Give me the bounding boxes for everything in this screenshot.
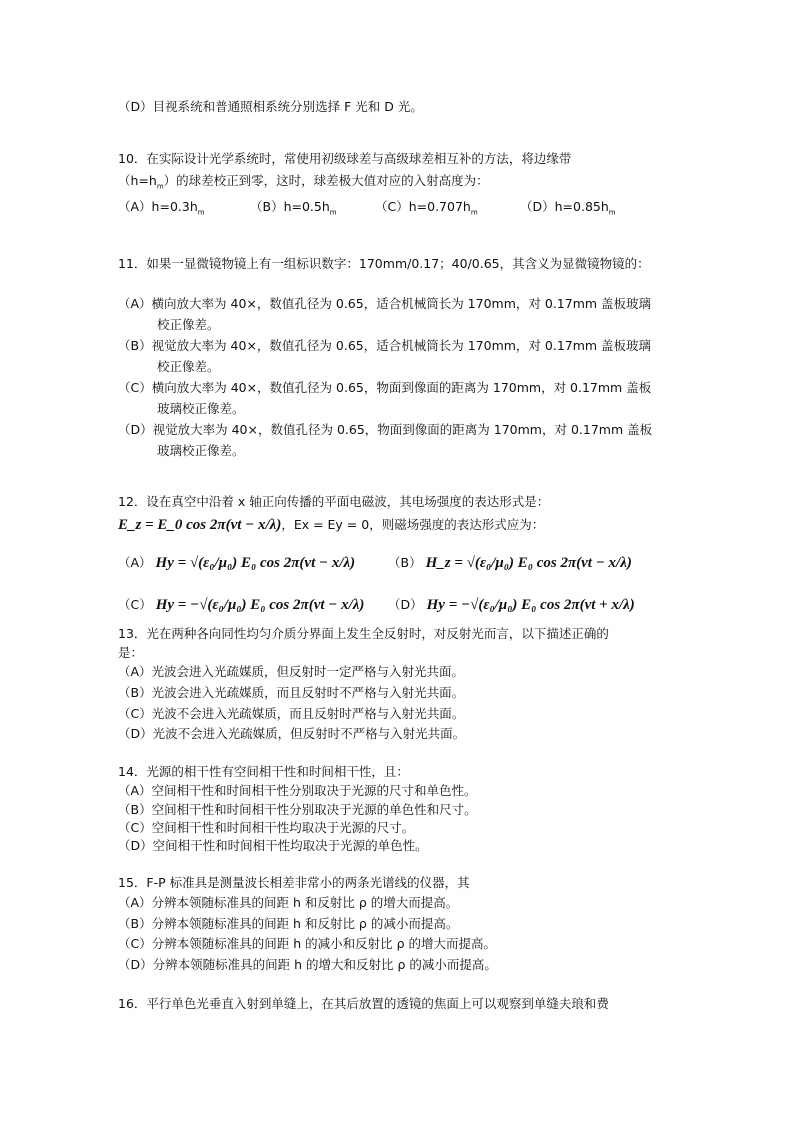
q12-option-c: （C） Hy = −√(ε₀/μ₀) E₀ cos 2π(νt − x/λ) bbox=[118, 597, 365, 613]
q14-stem: 14．光源的相干性有空间相干性和时间相干性，且： bbox=[118, 764, 409, 779]
q10-option-a: $(A)h=0.3h_m$ bbox=[118, 199, 205, 217]
q12-option-b: （B） H_z = √(ε₀/μ₀) E₀ cos 2π(νt − x/λ) bbox=[388, 555, 632, 571]
q12-stem-2: E_z = E_0 cos 2π(νt − x/λ)，Ex = Ey = 0，则磁场强度的表达形式应为： bbox=[118, 517, 545, 533]
q11-option-c-cont: 玻璃校正像差。 bbox=[157, 401, 245, 416]
q11-option-c: （C）横向放大率为 40×，数值孔径为 0.65，物面到像面的距离为 170mm，对 0.17mm 盖板 bbox=[118, 380, 652, 395]
q13-option-c: （C）光波不会进入光疏媒质，而且反射时严格与入射光共面。 bbox=[118, 706, 465, 721]
q12-option-a: （A） Hy = √(ε₀/μ₀) E₀ cos 2π(νt − x/λ) bbox=[118, 555, 356, 571]
q15-option-b: （B）分辨本领随标准具的间距 h 和反射比 ρ 的减小而提高。 bbox=[118, 916, 459, 931]
q13-stem-2: 是： bbox=[118, 645, 144, 660]
q11-option-a-cont: 校正像差。 bbox=[157, 317, 220, 332]
q11-option-d: （D）视觉放大率为 40×，数值孔径为 0.65，物面到像面的距离为 170mm，对 0.17mm 盖板 bbox=[118, 422, 653, 437]
q10-stem-2: $(h=h_m)$的球差校正到零，这时，球差极大值对应的入射高度为： bbox=[118, 173, 489, 191]
q15-option-a: （A）分辨本领随标准具的间距 h 和反射比 ρ 的增大而提高。 bbox=[118, 895, 459, 910]
q15-option-d: （D）分辨本领随标准具的间距 h 的增大和反射比 ρ 的减小而提高。 bbox=[118, 957, 497, 972]
q13-option-b: （B）光波会进入光疏媒质，而且反射时不严格与入射光共面。 bbox=[118, 685, 465, 700]
q11-option-d-cont: 玻璃校正像差。 bbox=[157, 443, 245, 458]
q15-option-c: （C）分辨本领随标准具的间距 h 的减小和反射比 ρ 的增大而提高。 bbox=[118, 936, 496, 951]
q13-stem: 13．光在两种各向同性均匀介质分界面上发生全反射时，对反射光而言，以下描述正确的 bbox=[118, 626, 609, 641]
q16-stem: 16．平行单色光垂直入射到单缝上，在其后放置的透镜的焦面上可以观察到单缝夫琅和费 bbox=[118, 996, 609, 1011]
q9-option-d: （D）目视系统和普通照相系统分别选择 F 光和 D 光。 bbox=[118, 99, 423, 114]
q14-option-b: （B）空间相干性和时间相干性分别取决于光源的单色性和尺寸。 bbox=[118, 802, 477, 817]
q10-option-c: $(C)h=0.707h_m$ bbox=[375, 199, 478, 217]
q12-stem: 12．设在真空中沿着 x 轴正向传播的平面电磁波，其电场强度的表达形式是： bbox=[118, 494, 550, 509]
electric-field-formula: E_z = E_0 cos 2π(νt − x/λ) bbox=[118, 517, 282, 533]
q10-option-d: $(D)h=0.85h_m$ bbox=[520, 199, 616, 217]
q14-option-d: （D）空间相干性和时间相干性均取决于光源的单色性。 bbox=[118, 838, 428, 853]
q12-option-d: （D） Hy = −√(ε₀/μ₀) E₀ cos 2π(νt + x/λ) bbox=[388, 597, 635, 613]
q10-stem: 10．在实际设计光学系统时，常使用初级球差与高级球差相互补的方法，将边缘带 bbox=[118, 151, 572, 166]
q15-stem: 15．F-P 标准具是测量波长相差非常小的两条光谱线的仪器，其 bbox=[118, 875, 470, 890]
q14-option-c: （C）空间相干性和时间相干性均取决于光源的尺寸。 bbox=[118, 820, 415, 835]
q11-stem: 11．如果一显微镜物镜上有一组标识数字：170mm/0.17；40/0.65，其含义为显微镜物镜的： bbox=[118, 256, 650, 271]
q13-option-a: （A）光波会进入光疏媒质，但反射时一定严格与入射光共面。 bbox=[118, 664, 465, 679]
q11-option-b: （B）视觉放大率为 40×，数值孔径为 0.65，适合机械筒长为 170mm，对 0.17mm 盖板玻璃 bbox=[118, 338, 652, 353]
q10-option-b: $(B)h=0.5h_m$ bbox=[250, 199, 337, 217]
q14-option-a: （A）空间相干性和时间相干性分别取决于光源的尺寸和单色性。 bbox=[118, 783, 477, 798]
q13-option-d: （D）光波不会进入光疏媒质，但反射时不严格与入射光共面。 bbox=[118, 726, 466, 741]
q11-option-a: （A）横向放大率为 40×，数值孔径为 0.65，适合机械筒长为 170mm，对 0.17mm 盖板玻璃 bbox=[118, 296, 652, 311]
q11-option-b-cont: 校正像差。 bbox=[157, 359, 220, 374]
